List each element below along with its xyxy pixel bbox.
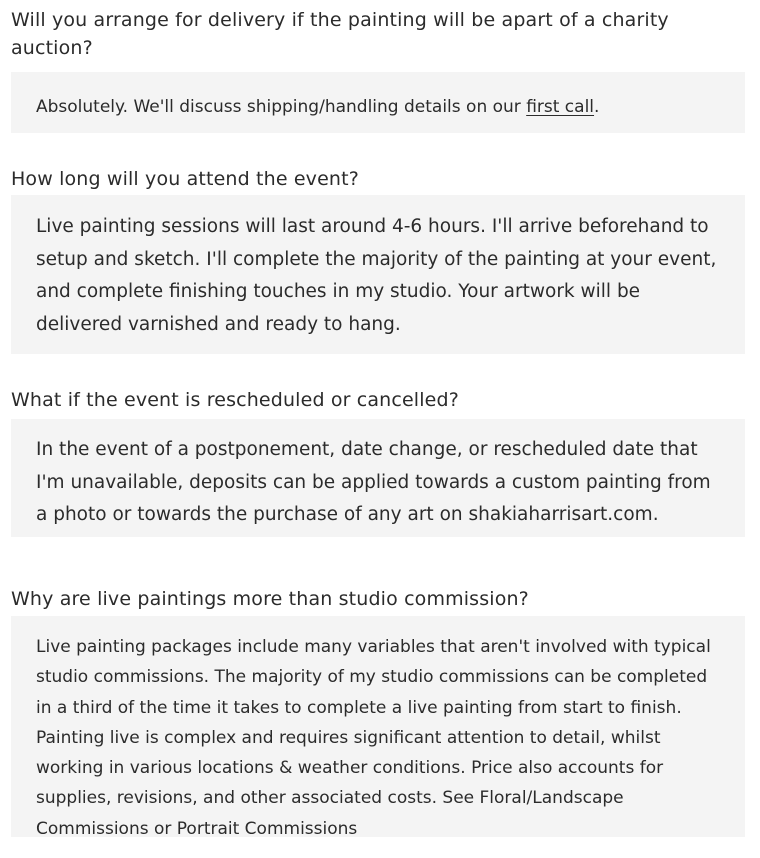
first-call-link[interactable]: first call [526,97,595,117]
faq-answer-pricing [11,616,745,837]
faq-answer-text: Live painting sessions will last around 4-6 hours. I'll arrive beforehand to setup and sketch. I'll complete the majority of the painting at your event, and complete finishing touches in my studio. Your artwork will be delivered varnished and ready to hang. [36,216,717,336]
faq-answer-text [36,96,727,118]
faq-answer-duration [11,195,745,354]
faq-answer-reschedule [11,419,745,537]
faq-answer-text: In the event of a postponement, date change, or rescheduled date that I'm unavailable, deposits can be applied towards a custom painting from a photo or towards the purchase of any art on shakiaharrisart.com. [36,439,711,526]
faq-answer-suffix: . [594,97,600,117]
faq-question-delivery: Will you arrange for delivery if the painting will be apart of a charity auction? [11,9,669,59]
faq-answer-prefix: Absolutely. We'll discuss shipping/handling details on our [36,97,527,117]
faq-question-pricing: Why are live paintings more than studio commission? [11,588,529,610]
faq-answer-text: Live painting packages include many variables that aren't involved with typical studio commissions. The majority of my studio commissions can be completed in a third of the time it takes to complete a live painting from start to finish. Painting live is complex and requires significant attention to detail, whilst working in various locations & weather conditions. Price also accounts for supplies, revisions, and other associated costs. See Floral/Landscape Commissions or Portrait Commissions [36,637,711,837]
faq-question-duration: How long will you attend the event? [11,168,359,190]
faq-question-reschedule: What if the event is rescheduled or cancelled? [11,389,459,411]
faq-answer-delivery [11,72,745,133]
